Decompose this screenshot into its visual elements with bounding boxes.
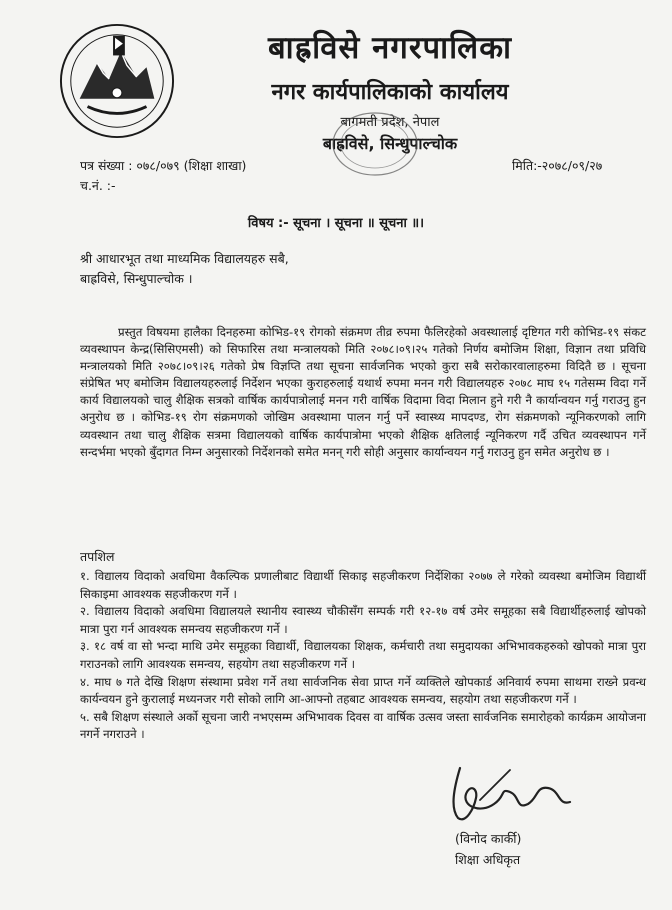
list-item: ५. सबै शिक्षण संस्थाले अर्को सूचना जारी नभएसम्म अभिभावक दिवस वा वार्षिक उत्सव जस्ता सार्वजनिक समारोहको कार्यक्रम आयोजना नगर्ने नगराउने । (80, 709, 646, 742)
list-item: ३. १८ वर्ष वा सो भन्दा माथि उमेर समूहका विद्यार्थी, विद्यालयका शिक्षक, कर्मचारी तथा समुदायका अभिभावकहरुको खोपको मात्रा पुरा गराउनको लागि आवश्यक समन्वय, सहयोग तथा सहजीकरण गर्ने । (80, 639, 646, 671)
list-item: १. विद्यालय विदाको अवधिमा वैकल्पिक प्रणालीबाट विद्यार्थी सिकाइ सहजीकरण निर्देशिका २०७७ ले गरेको व्यवस्था बमोजिम विद्यार्थी सिकाइमा आवश्यक सहजीकरण गर्ने । (80, 569, 646, 601)
signer-title: शिक्षा अधिकृत (455, 852, 521, 867)
office-stamp-icon (330, 110, 420, 178)
addressee-line-2: बाह्रविसे, सिन्धुपाल्चोक । (80, 271, 193, 286)
addressee-line-1: श्री आधारभूत तथा माध्यमिक विद्यालयहरु सबै, (80, 251, 289, 266)
signer-name: (विनोद कार्की) (455, 831, 522, 846)
list-item: ४. माघ ७ गते देखि शिक्षण संस्थामा प्रवेश गर्ने तथा सार्वजनिक सेवा प्राप्त गर्ने व्यक्तिले खोपकार्ड अनिवार्य रुपमा साथमा राख्ने प्रवन्ध कार्यन्वयन हुने कुरालाई मध्यनजर गरी सोको लागि आ-आफ्नो तहबाट आवश्यक समन्वय, सहयोग तथा सहजीकरण गर्ने । (80, 674, 646, 707)
location-line: बाह्रविसे, सिन्धुपाल्चोक (322, 134, 458, 153)
province-line: बागमती प्रदेश, नेपाल (340, 115, 440, 130)
tapsil-label: तपशिल (80, 549, 115, 564)
signature-icon (440, 758, 590, 830)
municipality-emblem-icon (58, 22, 176, 140)
subject-line: विषय :- सूचना । सूचना ॥ सूचना ॥। (247, 216, 425, 231)
instruction-list (80, 568, 646, 744)
municipality-title: बाह्रविसे नगरपालिका (267, 30, 513, 66)
dispatch-number: च.नं. :- (80, 178, 116, 193)
body-paragraph: प्रस्तुत विषयमा हालैका दिनहरुमा कोभिड-१९ रोगको संक्रमण तीव्र रुपमा फैलिरहेको अवस्थालाई दृष्टिगत गरी कोभिड-१९ संकट व्यवस्थापन केन्द्र(सिसिएमसी) को सिफारिस तथा मन्त्रालयको मिति २०७८।०९।२५ गतेको निर्णय बमोजिम शिक्षा, विज्ञान तथा प्रविधि मन्त्रालयको मिति २०७८।०९।२६ गतेको प्रेष विज्ञप्ति तथा सूचना सार्वजनिक भएको कुरा सबै सरोकारवालाहरुमा विदितै छ । सूचना संप्रेषित भए बमोजिम विद्यालयहरुलाई निर्देशन भएका कुराहरुलाई यथार्थ रुपमा मनन गरी विद्यालयहरु २०७८ माघ १५ गतेसम्म विदा गर्ने कार्य विद्यालयको चालु शैक्षिक सत्रको वार्षिक कार्यपात्रोलाई मनन गरी वार्षिक विदामा विदा मिलान हुने गरी नै कार्यान्वयन गर्नु गराउनु हुन अनुरोध छ । कोभिड-१९ रोग संक्रमणको जोखिम अवस्थामा पालन गर्नु पर्ने स्वास्थ्य मापदण्ड, रोग संक्रमणको न्यूनिकरणको लागि व्यवस्थान तथा चालु शैक्षिक सत्रमा विद्यालयको वार्षिक कार्यपात्रोमा भएको शैक्षिक क्षतिलाई न्यूनिकरण गर्दै उचित व्यवस्थापन गर्ने सन्दर्भमा भएको बुँदागत निम्न अनुसारको निर्देशनको समेत मनन् गरी सोही अनुसार कार्यान्वयन गर्नु गराउनु हुन समेत अनुरोध छ । (80, 325, 646, 459)
letter-date: मिति:-२०७८/०९/२७ (512, 158, 603, 173)
reference-number: पत्र संख्या : ०७८/०७९ (शिक्षा शाखा) (80, 158, 247, 173)
list-item: २. विद्यालय विदाको अवधिमा विद्यालयले स्थानीय स्वास्थ्य चौकीसँग सम्पर्क गरी १२-१७ वर्ष उमेर समूहका सबै विद्यार्थीहरुलाई खोपको मात्रा पुरा गर्न आवश्यक समन्वय सहजीकरण गर्ने । (80, 604, 646, 636)
office-title: नगर कार्यपालिकाको कार्यालय (271, 80, 509, 105)
